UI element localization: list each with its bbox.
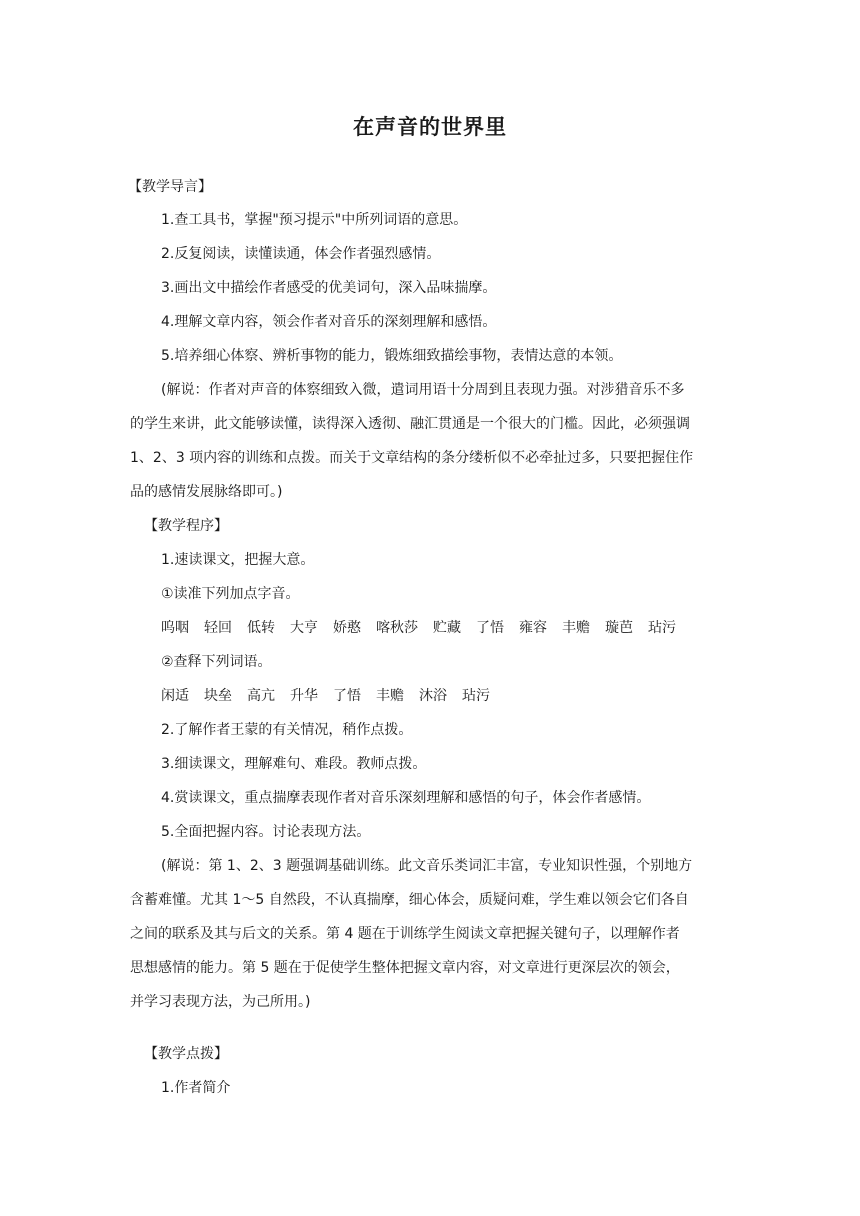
word-item: 呜咽: [161, 620, 189, 636]
word-item: 轻回: [204, 620, 232, 636]
word-item: 娇憨: [333, 620, 361, 636]
word-item: 璇芭: [605, 620, 633, 636]
procedure-item-5: 5.全面把握内容。讨论表现方法。: [161, 824, 371, 840]
word-item: 大亨: [290, 620, 318, 636]
word-item: 升华: [290, 688, 318, 704]
procedure-sub2-word-list: [161, 686, 505, 706]
word-item: 沐浴: [419, 688, 447, 704]
intro-item-2: 2.反复阅读，读懂读通，体会作者强烈感情。: [161, 246, 441, 262]
procedure-note-line-5: 并学习表现方法，为己所用。): [130, 994, 311, 1010]
intro-note-line-4: 品的感情发展脉络即可。): [130, 484, 283, 500]
procedure-sub1-label: ①读准下列加点字音。: [161, 586, 300, 602]
intro-item-5: 5.培养细心体察、辨析事物的能力，锻炼细致描绘事物，表情达意的本领。: [161, 348, 623, 364]
intro-note-line-2: 的学生来讲，此文能够读懂，读得深入透彻、融汇贯通是一个很大的门槛。因此，必须强调: [130, 416, 690, 432]
section-heading-procedure: 【教学程序】: [144, 518, 228, 534]
word-item: 了悟: [476, 620, 504, 636]
procedure-item-2: 2.了解作者王蒙的有关情况，稍作点拨。: [161, 722, 413, 738]
word-item: 雍容: [519, 620, 547, 636]
procedure-item-1: 1.速读课文，把握大意。: [161, 552, 315, 568]
procedure-note-line-1: (解说：第 1、2、3 题强调基础训练。此文音乐类词汇丰富，专业知识性强，个别地方: [161, 858, 693, 874]
word-item: 块垒: [204, 688, 232, 704]
procedure-note-line-3: 之间的联系及其与后文的关系。第 4 题在于训练学生阅读文章把握关键句子，以理解作者: [130, 926, 680, 942]
word-item: 闲适: [161, 688, 189, 704]
intro-item-3: 3.画出文中描绘作者感受的优美词句，深入品味揣摩。: [161, 280, 497, 296]
procedure-note-line-4: 思想感情的能力。第 5 题在于促使学生整体把握文章内容，对文章进行更深层次的领会，: [130, 960, 680, 976]
word-item: 高亢: [247, 688, 275, 704]
document-title: 在声音的世界里: [353, 115, 507, 139]
procedure-sub1-word-list: [161, 618, 691, 638]
intro-item-4: 4.理解文章内容，领会作者对音乐的深刻理解和感悟。: [161, 314, 497, 330]
word-item: 了悟: [333, 688, 361, 704]
section-heading-intro: 【教学导言】: [128, 179, 212, 195]
word-item: 低转: [247, 620, 275, 636]
intro-note-line-1: (解说：作者对声音的体察细致入微，遣词用语十分周到且表现力强。对涉猎音乐不多: [161, 382, 685, 398]
intro-note-line-3: 1、2、3 项内容的训练和点拨。而关于文章结构的条分缕析似不必牵扯过多，只要把握住作: [130, 450, 694, 466]
procedure-note-line-2: 含蓄难懂。尤其 1～5 自然段，不认真揣摩，细心体会，质疑问难，学生难以领会它们各自: [130, 892, 689, 908]
word-item: 丰赡: [562, 620, 590, 636]
intro-item-1: 1.查工具书，掌握"预习提示"中所列词语的意思。: [161, 212, 468, 228]
procedure-sub2-label: ②查释下列词语。: [161, 654, 272, 670]
word-item: 玷污: [648, 620, 676, 636]
procedure-item-3: 3.细读课文，理解难句、难段。教师点拨。: [161, 756, 427, 772]
procedure-item-4: 4.赏读课文，重点揣摩表现作者对音乐深刻理解和感悟的句子，体会作者感情。: [161, 790, 651, 806]
word-item: 喀秋莎: [376, 620, 418, 636]
word-item: 贮藏: [433, 620, 461, 636]
section-heading-guidance: 【教学点拨】: [144, 1046, 228, 1062]
word-item: 玷污: [462, 688, 490, 704]
guidance-item-1: 1.作者简介: [161, 1080, 231, 1096]
word-item: 丰赡: [376, 688, 404, 704]
